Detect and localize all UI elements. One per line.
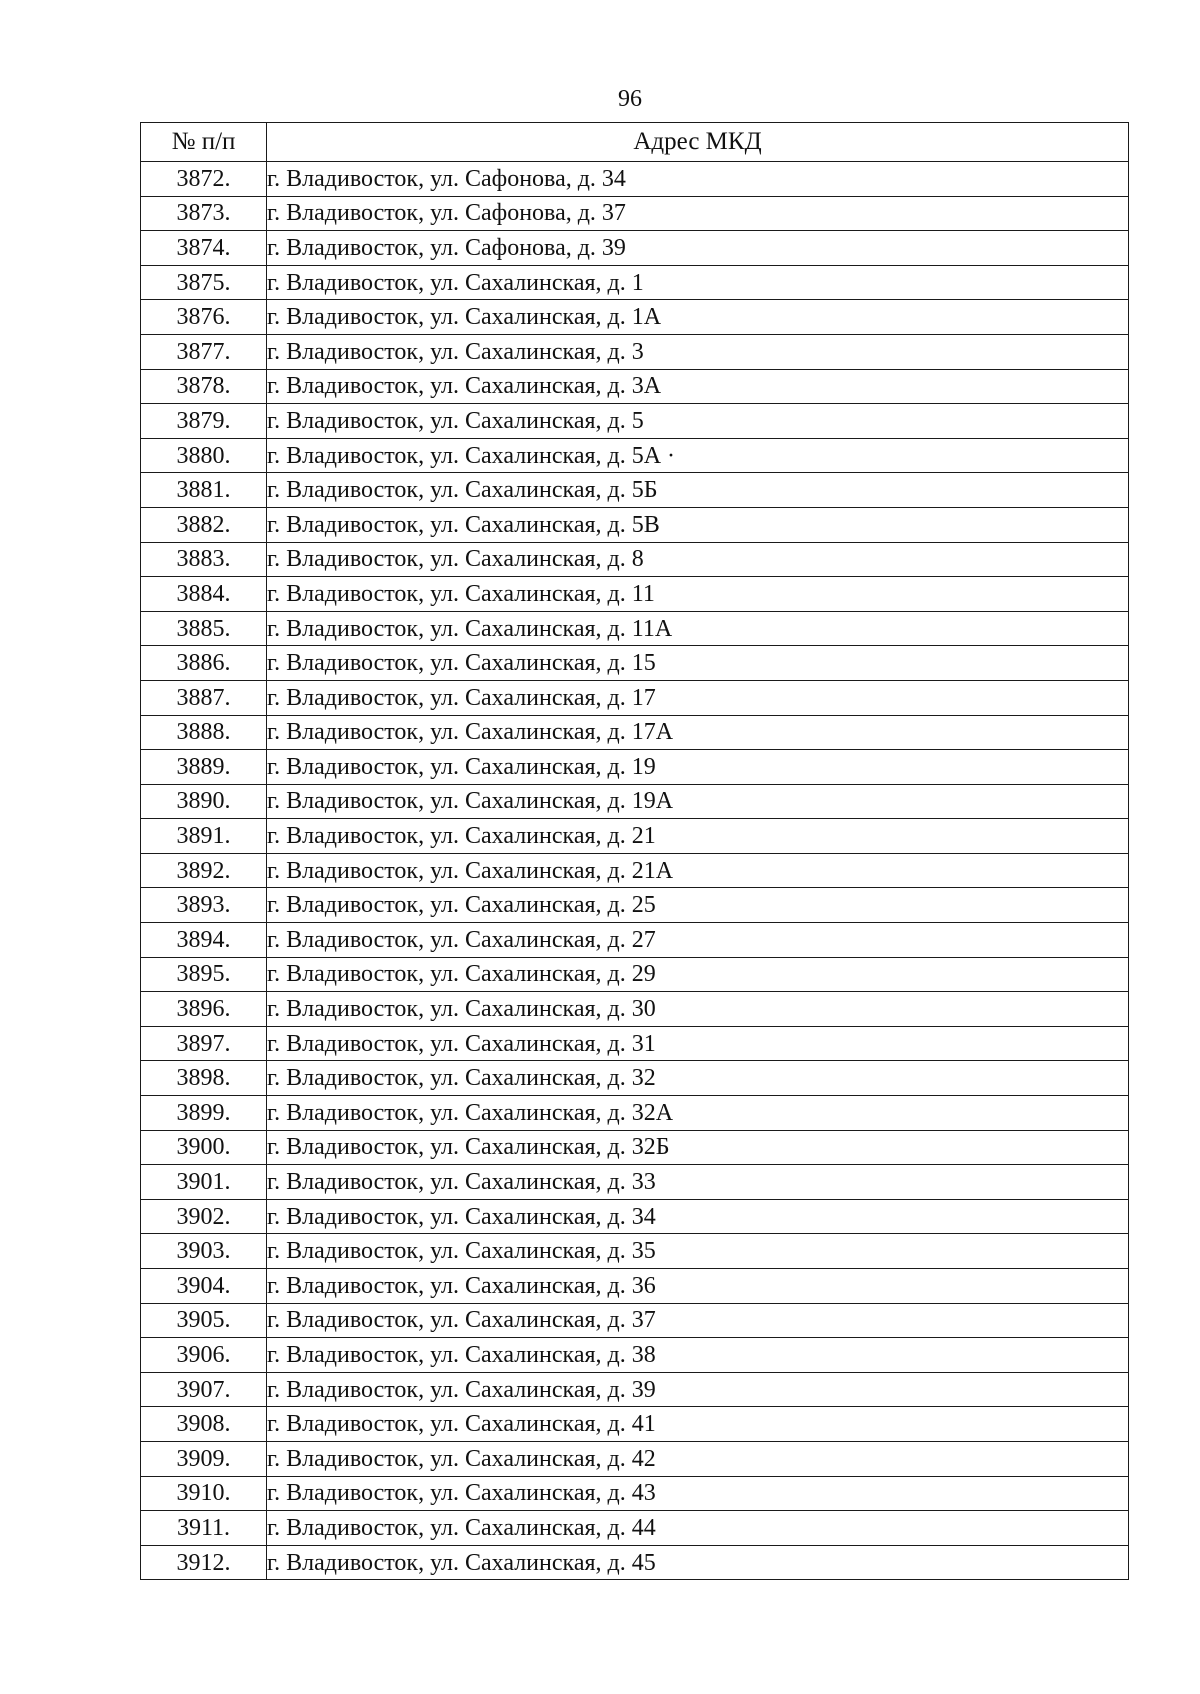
row-address: г. Владивосток, ул. Сахалинская, д. 11А bbox=[267, 611, 1129, 646]
row-address: г. Владивосток, ул. Сахалинская, д. 38 bbox=[267, 1338, 1129, 1373]
table-row bbox=[141, 888, 1129, 923]
row-number: 3884. bbox=[141, 577, 267, 612]
row-address: г. Владивосток, ул. Сахалинская, д. 5А · bbox=[267, 438, 1129, 473]
row-address: г. Владивосток, ул. Сахалинская, д. 43 bbox=[267, 1476, 1129, 1511]
row-address: г. Владивосток, ул. Сахалинская, д. 5 bbox=[267, 404, 1129, 439]
row-number: 3912. bbox=[141, 1545, 267, 1580]
table-row bbox=[141, 231, 1129, 266]
table-row bbox=[141, 1441, 1129, 1476]
header-address: Адрес МКД bbox=[267, 123, 1129, 162]
table-row bbox=[141, 1061, 1129, 1096]
row-address: г. Владивосток, ул. Сафонова, д. 37 bbox=[267, 196, 1129, 231]
table-row bbox=[141, 1026, 1129, 1061]
header-number: № п/п bbox=[141, 123, 267, 162]
table-row bbox=[141, 265, 1129, 300]
row-number: 3901. bbox=[141, 1165, 267, 1200]
row-address: г. Владивосток, ул. Сахалинская, д. 34 bbox=[267, 1199, 1129, 1234]
table-row bbox=[141, 646, 1129, 681]
table-row bbox=[141, 542, 1129, 577]
table-row bbox=[141, 819, 1129, 854]
row-address: г. Владивосток, ул. Сахалинская, д. 33 bbox=[267, 1165, 1129, 1200]
table-body bbox=[141, 162, 1129, 1580]
table-row bbox=[141, 611, 1129, 646]
table-row bbox=[141, 1476, 1129, 1511]
row-number: 3896. bbox=[141, 992, 267, 1027]
table-row bbox=[141, 1234, 1129, 1269]
table-row bbox=[141, 1303, 1129, 1338]
row-address: г. Владивосток, ул. Сахалинская, д. 45 bbox=[267, 1545, 1129, 1580]
table-row bbox=[141, 1511, 1129, 1546]
row-address: г. Владивосток, ул. Сахалинская, д. 41 bbox=[267, 1407, 1129, 1442]
table-row bbox=[141, 438, 1129, 473]
table-row bbox=[141, 923, 1129, 958]
row-address: г. Владивосток, ул. Сахалинская, д. 31 bbox=[267, 1026, 1129, 1061]
row-number: 3909. bbox=[141, 1441, 267, 1476]
row-number: 3886. bbox=[141, 646, 267, 681]
row-address: г. Владивосток, ул. Сафонова, д. 34 bbox=[267, 162, 1129, 197]
row-address: г. Владивосток, ул. Сахалинская, д. 32 bbox=[267, 1061, 1129, 1096]
row-number: 3904. bbox=[141, 1269, 267, 1304]
row-number: 3900. bbox=[141, 1130, 267, 1165]
row-number: 3873. bbox=[141, 196, 267, 231]
row-number: 3882. bbox=[141, 507, 267, 542]
row-number: 3905. bbox=[141, 1303, 267, 1338]
row-address: г. Владивосток, ул. Сахалинская, д. 35 bbox=[267, 1234, 1129, 1269]
row-address: г. Владивосток, ул. Сахалинская, д. 17А bbox=[267, 715, 1129, 750]
table-row bbox=[141, 715, 1129, 750]
table-row bbox=[141, 853, 1129, 888]
row-address: г. Владивосток, ул. Сахалинская, д. 11 bbox=[267, 577, 1129, 612]
row-number: 3888. bbox=[141, 715, 267, 750]
table-row bbox=[141, 300, 1129, 335]
row-address: г. Владивосток, ул. Сахалинская, д. 3 bbox=[267, 334, 1129, 369]
row-number: 3910. bbox=[141, 1476, 267, 1511]
row-address: г. Владивосток, ул. Сахалинская, д. 19 bbox=[267, 750, 1129, 785]
table-row bbox=[141, 1338, 1129, 1373]
table-row bbox=[141, 196, 1129, 231]
mkd-address-table bbox=[140, 122, 1129, 1580]
row-number: 3880. bbox=[141, 438, 267, 473]
table-row bbox=[141, 369, 1129, 404]
table-row bbox=[141, 1096, 1129, 1131]
table-row bbox=[141, 957, 1129, 992]
row-number: 3891. bbox=[141, 819, 267, 854]
row-number: 3887. bbox=[141, 680, 267, 715]
row-number: 3902. bbox=[141, 1199, 267, 1234]
table-row bbox=[141, 473, 1129, 508]
row-address: г. Владивосток, ул. Сахалинская, д. 5В bbox=[267, 507, 1129, 542]
table-row bbox=[141, 334, 1129, 369]
row-number: 3872. bbox=[141, 162, 267, 197]
page-number: 96 bbox=[618, 86, 642, 112]
table-row bbox=[141, 404, 1129, 439]
table-row bbox=[141, 1545, 1129, 1580]
row-address: г. Владивосток, ул. Сахалинская, д. 21А bbox=[267, 853, 1129, 888]
row-number: 3879. bbox=[141, 404, 267, 439]
table-header-row bbox=[141, 123, 1129, 162]
table-row bbox=[141, 507, 1129, 542]
row-address: г. Владивосток, ул. Сахалинская, д. 5Б bbox=[267, 473, 1129, 508]
table-row bbox=[141, 1165, 1129, 1200]
row-number: 3906. bbox=[141, 1338, 267, 1373]
row-number: 3893. bbox=[141, 888, 267, 923]
row-number: 3890. bbox=[141, 784, 267, 819]
table-row bbox=[141, 750, 1129, 785]
row-address: г. Владивосток, ул. Сахалинская, д. 1А bbox=[267, 300, 1129, 335]
row-number: 3874. bbox=[141, 231, 267, 266]
row-address: г. Владивосток, ул. Сахалинская, д. 32А bbox=[267, 1096, 1129, 1131]
row-number: 3881. bbox=[141, 473, 267, 508]
table-row bbox=[141, 577, 1129, 612]
row-address: г. Владивосток, ул. Сахалинская, д. 37 bbox=[267, 1303, 1129, 1338]
row-number: 3898. bbox=[141, 1061, 267, 1096]
row-address: г. Владивосток, ул. Сахалинская, д. 15 bbox=[267, 646, 1129, 681]
row-number: 3897. bbox=[141, 1026, 267, 1061]
row-address: г. Владивосток, ул. Сахалинская, д. 30 bbox=[267, 992, 1129, 1027]
row-address: г. Владивосток, ул. Сахалинская, д. 8 bbox=[267, 542, 1129, 577]
row-number: 3899. bbox=[141, 1096, 267, 1131]
row-address: г. Владивосток, ул. Сахалинская, д. 39 bbox=[267, 1372, 1129, 1407]
table-row bbox=[141, 1407, 1129, 1442]
table-row bbox=[141, 992, 1129, 1027]
table-row bbox=[141, 162, 1129, 197]
row-number: 3907. bbox=[141, 1372, 267, 1407]
table-row bbox=[141, 1199, 1129, 1234]
row-number: 3894. bbox=[141, 923, 267, 958]
row-address: г. Владивосток, ул. Сахалинская, д. 42 bbox=[267, 1441, 1129, 1476]
row-number: 3892. bbox=[141, 853, 267, 888]
row-number: 3875. bbox=[141, 265, 267, 300]
row-address: г. Владивосток, ул. Сахалинская, д. 1 bbox=[267, 265, 1129, 300]
row-address: г. Владивосток, ул. Сахалинская, д. 29 bbox=[267, 957, 1129, 992]
row-number: 3889. bbox=[141, 750, 267, 785]
table-row bbox=[141, 1269, 1129, 1304]
row-number: 3903. bbox=[141, 1234, 267, 1269]
table-row bbox=[141, 1130, 1129, 1165]
row-address: г. Владивосток, ул. Сахалинская, д. 44 bbox=[267, 1511, 1129, 1546]
row-number: 3908. bbox=[141, 1407, 267, 1442]
row-address: г. Владивосток, ул. Сахалинская, д. 21 bbox=[267, 819, 1129, 854]
row-address: г. Владивосток, ул. Сахалинская, д. 36 bbox=[267, 1269, 1129, 1304]
row-number: 3877. bbox=[141, 334, 267, 369]
row-address: г. Владивосток, ул. Сахалинская, д. 3А bbox=[267, 369, 1129, 404]
row-address: г. Владивосток, ул. Сахалинская, д. 17 bbox=[267, 680, 1129, 715]
row-number: 3895. bbox=[141, 957, 267, 992]
row-address: г. Владивосток, ул. Сафонова, д. 39 bbox=[267, 231, 1129, 266]
row-address: г. Владивосток, ул. Сахалинская, д. 32Б bbox=[267, 1130, 1129, 1165]
row-address: г. Владивосток, ул. Сахалинская, д. 19А bbox=[267, 784, 1129, 819]
row-address: г. Владивосток, ул. Сахалинская, д. 25 bbox=[267, 888, 1129, 923]
row-number: 3883. bbox=[141, 542, 267, 577]
row-number: 3876. bbox=[141, 300, 267, 335]
table-row bbox=[141, 1372, 1129, 1407]
table-row bbox=[141, 680, 1129, 715]
row-number: 3911. bbox=[141, 1511, 267, 1546]
row-address: г. Владивосток, ул. Сахалинская, д. 27 bbox=[267, 923, 1129, 958]
table-row bbox=[141, 784, 1129, 819]
row-number: 3878. bbox=[141, 369, 267, 404]
row-number: 3885. bbox=[141, 611, 267, 646]
